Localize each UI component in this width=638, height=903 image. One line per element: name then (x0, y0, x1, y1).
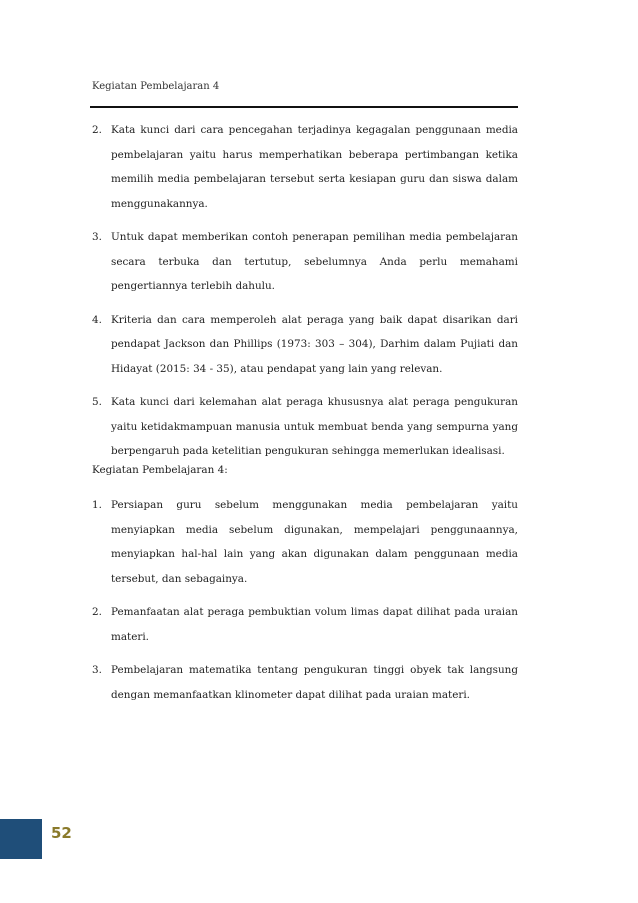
list-item (92, 390, 518, 464)
page-number: 52 (51, 824, 72, 842)
answer-list-kp4 (92, 493, 518, 716)
answer-list-previous (92, 118, 518, 473)
item-text: Kriteria dan cara memperoleh alat peraga yang baik dapat disarikan dari pendapat Jackson dan Phillips (1973: 303 – 304), Darhim dalam Pujiati dan Hidayat (2015: 34 - 35), atau pendapat yang lain yang relevan. (111, 313, 518, 375)
item-text: Kata kunci dari kelemahan alat peraga khususnya alat peraga pengukuran yaitu ketidakmampuan manusia untuk membuat benda yang sempurna yang berpengaruh pada ketelitian pengukuran sehingga memerlukan idealisasi. (111, 396, 518, 457)
item-number: 1. (92, 499, 102, 511)
item-number: 3. (92, 664, 102, 676)
item-number: 3. (92, 231, 102, 243)
list-item (92, 600, 518, 649)
item-number: 5. (92, 396, 102, 408)
list-item (92, 658, 518, 707)
item-text: Untuk dapat memberikan contoh penerapan pemilihan media pembelajaran secara terbuka dan tertutup, sebelumnya Anda perlu memahami pengertiannya terlebih dahulu. (111, 231, 518, 292)
list-item (92, 225, 518, 299)
item-number: 2. (92, 124, 102, 136)
header-rule (90, 106, 518, 108)
item-text: Persiapan guru sebelum menggunakan media pembelajaran yaitu menyiapkan media sebelum digunakan, mempelajari penggunaannya, menyiapkan hal-hal lain yang akan digunakan dalam penggunaan media tersebut, dan sebagainya. (111, 499, 518, 585)
list-item (92, 493, 518, 591)
item-text: Kata kunci dari cara pencegahan terjadinya kegagalan penggunaan media pembelajaran yaitu harus memperhatikan beberapa pertimbangan ketika memilih media pembelajaran tersebut serta kesiapan guru dan siswa dalam menggunakannya. (111, 124, 518, 210)
list-item (92, 118, 518, 216)
section-title: Kegiatan Pembelajaran 4: (92, 464, 228, 476)
footer-accent-bar (0, 819, 42, 859)
item-number: 2. (92, 606, 102, 618)
running-header: Kegiatan Pembelajaran 4 (92, 81, 220, 92)
item-text: Pembelajaran matematika tentang pengukuran tinggi obyek tak langsung dengan memanfaatkan klinometer dapat dilihat pada uraian materi. (111, 664, 518, 701)
item-number: 4. (92, 313, 102, 326)
item-text: Pemanfaatan alat peraga pembuktian volum limas dapat dilihat pada uraian materi. (111, 606, 518, 643)
list-item (92, 308, 518, 382)
